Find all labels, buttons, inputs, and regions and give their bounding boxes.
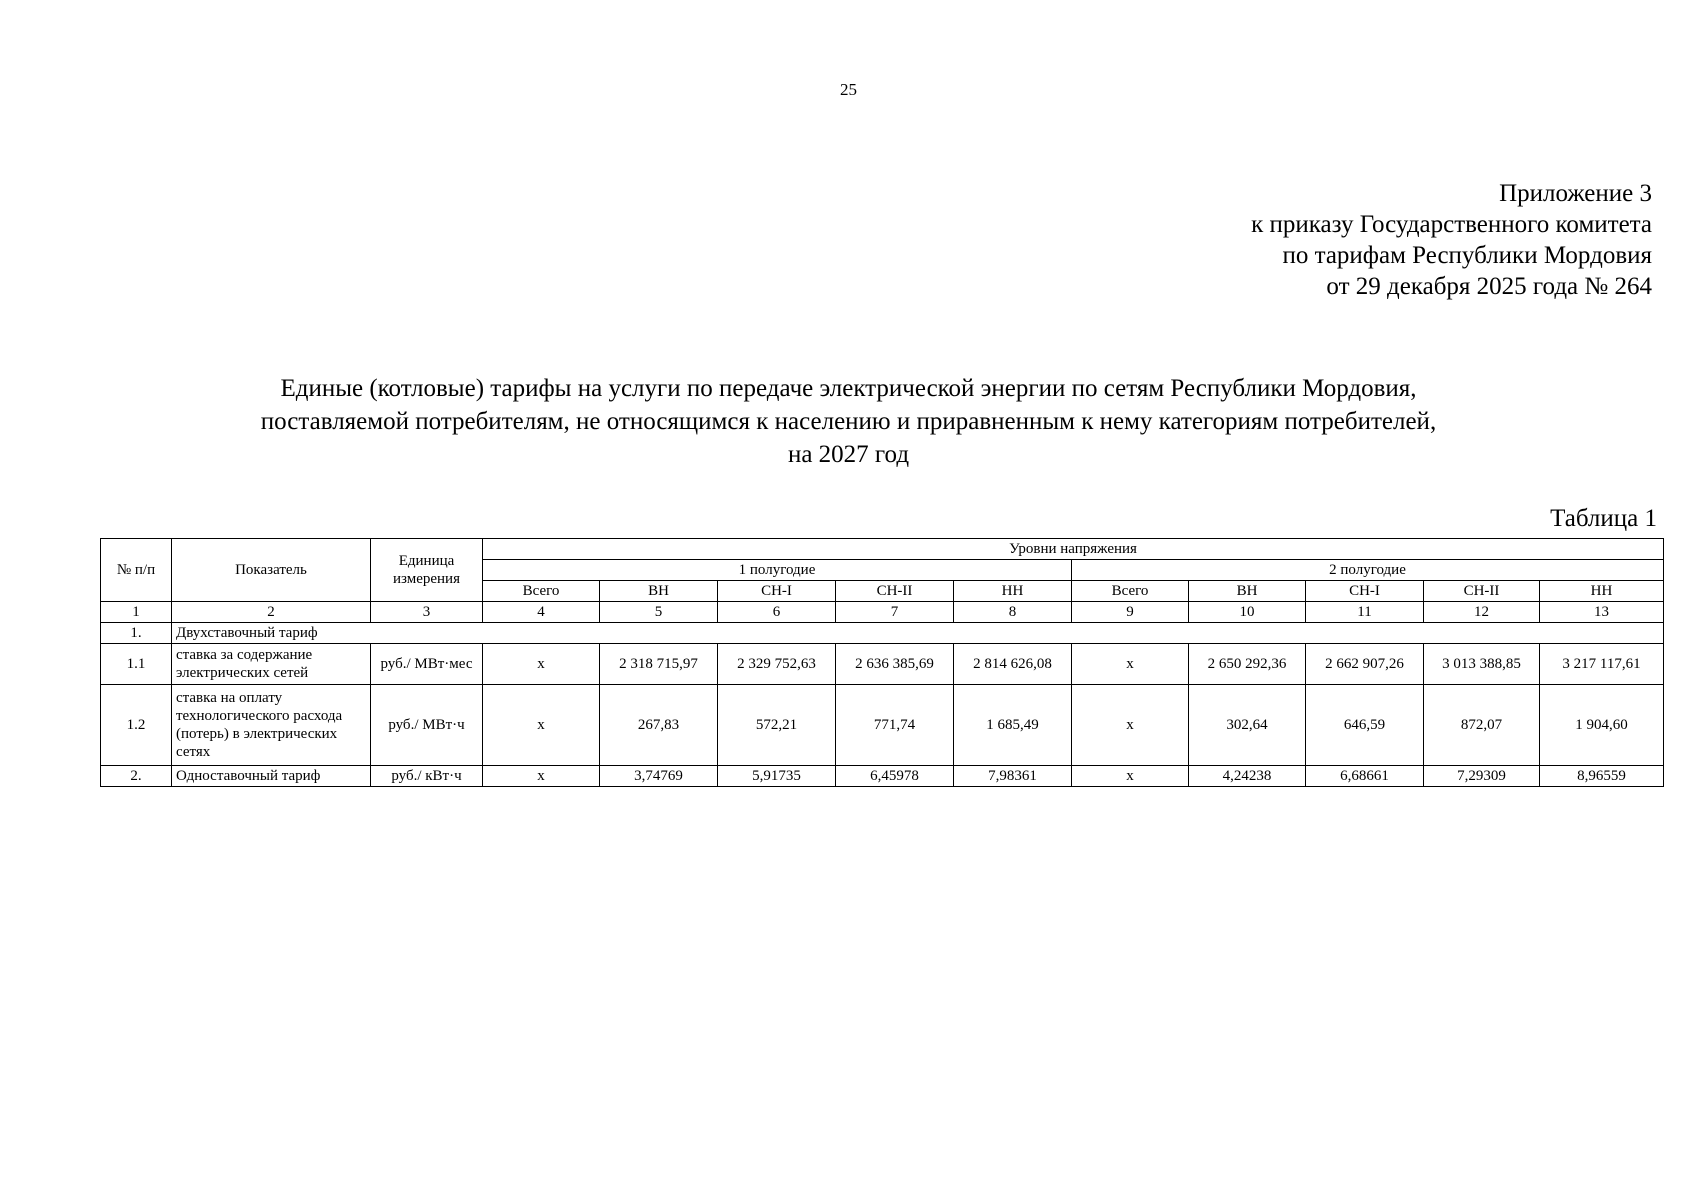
table-row	[101, 766, 1664, 787]
column-number: 12	[1424, 602, 1540, 623]
title-line: поставляемой потребителям, не относящимся к населению и приравненным к нему категориям потребителей,	[260, 408, 1437, 435]
header-level: СН-I	[718, 581, 836, 602]
row-value: 8,96559	[1540, 766, 1664, 787]
row-unit: руб./ МВт·мес	[371, 644, 483, 685]
row-value: 2 636 385,69	[836, 644, 954, 685]
column-number: 1	[101, 602, 172, 623]
header-indicator: Показатель	[172, 539, 371, 602]
page-number: 25	[840, 80, 857, 99]
appendix-line: от 29 декабря 2025 года № 264	[1326, 273, 1652, 300]
row-value: х	[1072, 685, 1189, 766]
appendix-line: по тарифам Республики Мордовия	[1282, 242, 1652, 269]
section-num: 1.	[101, 623, 172, 644]
row-value: х	[483, 644, 600, 685]
row-unit: руб./ МВт·ч	[371, 685, 483, 766]
row-value: 2 662 907,26	[1306, 644, 1424, 685]
header-level: СН-II	[836, 581, 954, 602]
row-num: 1.2	[101, 685, 172, 766]
column-number: 13	[1540, 602, 1664, 623]
row-value: 2 814 626,08	[954, 644, 1072, 685]
row-value: х	[1072, 766, 1189, 787]
row-value: 2 329 752,63	[718, 644, 836, 685]
appendix-line: к приказу Государственного комитета	[1251, 211, 1652, 238]
document-title	[0, 372, 1697, 471]
header-level: Всего	[483, 581, 600, 602]
row-value: 6,68661	[1306, 766, 1424, 787]
table-label: Таблица 1	[1550, 505, 1657, 532]
appendix-block	[1251, 178, 1652, 302]
row-value: 3 013 388,85	[1424, 644, 1540, 685]
row-value: 302,64	[1189, 685, 1306, 766]
row-value: 3,74769	[600, 766, 718, 787]
section-row-two-part-tariff	[101, 623, 1664, 644]
row-value: 6,45978	[836, 766, 954, 787]
title-line: Единые (котловые) тарифы на услуги по передаче электрической энергии по сетям Республики Мордовия,	[280, 375, 1417, 402]
row-value: 2 318 715,97	[600, 644, 718, 685]
appendix-line: Приложение 3	[1499, 180, 1652, 207]
column-number: 2	[172, 602, 371, 623]
column-number-row	[101, 602, 1664, 623]
row-unit: руб./ кВт·ч	[371, 766, 483, 787]
column-number: 7	[836, 602, 954, 623]
header-half-2: 2 полугодие	[1072, 560, 1664, 581]
row-indicator: ставка за содержание электрических сетей	[172, 644, 371, 685]
header-level: СН-I	[1306, 581, 1424, 602]
column-number: 10	[1189, 602, 1306, 623]
header-row-voltage	[101, 539, 1664, 560]
header-level: СН-II	[1424, 581, 1540, 602]
column-number: 3	[371, 602, 483, 623]
header-level: ВН	[600, 581, 718, 602]
row-value: 7,29309	[1424, 766, 1540, 787]
column-number: 6	[718, 602, 836, 623]
row-value: 3 217 117,61	[1540, 644, 1664, 685]
column-number: 5	[600, 602, 718, 623]
column-number: 4	[483, 602, 600, 623]
header-level: НН	[1540, 581, 1664, 602]
row-value: х	[483, 766, 600, 787]
header-level: ВН	[1189, 581, 1306, 602]
header-level: НН	[954, 581, 1072, 602]
row-value: 1 685,49	[954, 685, 1072, 766]
header-level: Всего	[1072, 581, 1189, 602]
row-indicator: ставка на оплату технологического расхода (потерь) в электрических сетях	[172, 685, 371, 766]
row-value: х	[483, 685, 600, 766]
tariff-table	[100, 538, 1664, 787]
row-value: 7,98361	[954, 766, 1072, 787]
header-num: № п/п	[101, 539, 172, 602]
row-value: 1 904,60	[1540, 685, 1664, 766]
row-indicator: Одноставочный тариф	[172, 766, 371, 787]
row-value: 646,59	[1306, 685, 1424, 766]
row-value: 5,91735	[718, 766, 836, 787]
header-unit: Единица измерения	[371, 539, 483, 602]
header-half-1: 1 полугодие	[483, 560, 1072, 581]
row-value: 4,24238	[1189, 766, 1306, 787]
row-value: 771,74	[836, 685, 954, 766]
row-num: 2.	[101, 766, 172, 787]
column-number: 9	[1072, 602, 1189, 623]
table-row	[101, 685, 1664, 766]
row-value: 267,83	[600, 685, 718, 766]
title-line: на 2027 год	[787, 441, 910, 468]
table-row	[101, 644, 1664, 685]
column-number: 11	[1306, 602, 1424, 623]
row-value: 572,21	[718, 685, 836, 766]
row-value: 872,07	[1424, 685, 1540, 766]
row-num: 1.1	[101, 644, 172, 685]
row-value: 2 650 292,36	[1189, 644, 1306, 685]
section-label: Двухставочный тариф	[172, 623, 1664, 644]
column-number: 8	[954, 602, 1072, 623]
row-value: х	[1072, 644, 1189, 685]
header-voltage-levels: Уровни напряжения	[483, 539, 1664, 560]
